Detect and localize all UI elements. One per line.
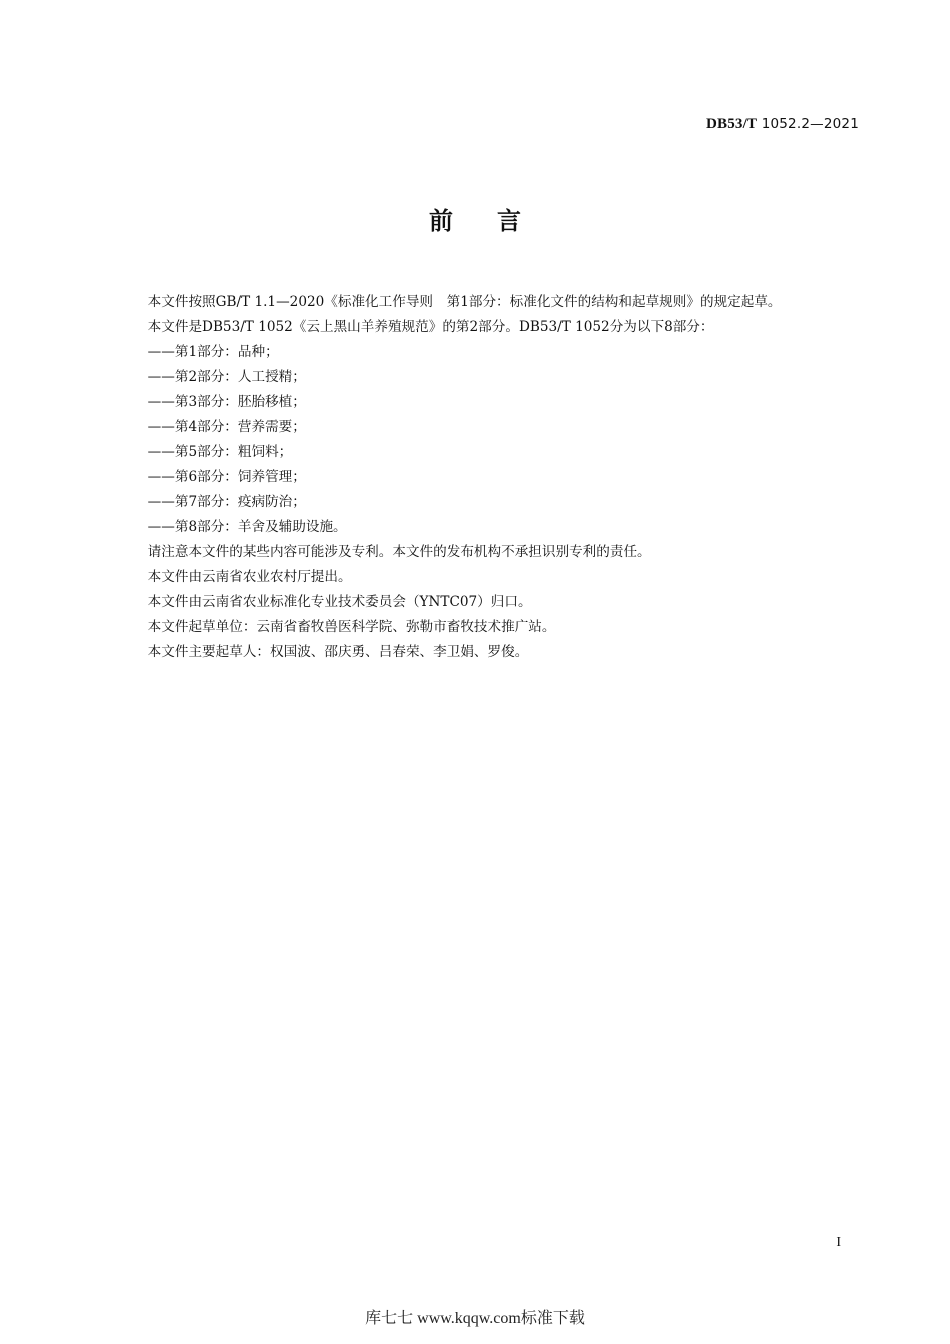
paragraph-centralized-by: 本文件由云南省农业标准化专业技术委员会（YNTC07）归口。 bbox=[147, 594, 532, 610]
foreword-body bbox=[113, 290, 861, 665]
paragraph-series-intro: 本文件是DB53/T 1052《云上黑山羊养殖规范》的第2部分。DB53/T 1052分为以下8部分： bbox=[147, 319, 714, 335]
list-item-part-1: ——第1部分：品种； bbox=[147, 344, 279, 360]
document-code-prefix: DB53/T bbox=[705, 116, 758, 132]
paragraph-drafting-units: 本文件起草单位：云南省畜牧兽医科学院、弥勒市畜牧技术推广站。 bbox=[147, 619, 556, 635]
paragraph-main-drafters: 本文件主要起草人：权国波、邵庆勇、吕春荣、李卫娟、罗俊。 bbox=[147, 644, 529, 660]
list-item-part-3: ——第3部分：胚胎移植； bbox=[147, 394, 306, 410]
paragraph-patent-notice: 请注意本文件的某些内容可能涉及专利。本文件的发布机构不承担识别专利的责任。 bbox=[147, 544, 651, 560]
list-item-part-5: ——第5部分：粗饲料； bbox=[147, 444, 293, 460]
list-item-part-6: ——第6部分：饲养管理； bbox=[147, 469, 306, 485]
page-number: I bbox=[836, 1235, 841, 1250]
list-item-part-4: ——第4部分：营养需要； bbox=[147, 419, 306, 435]
footer-watermark: 库七七 www.kqqw.com标准下载 bbox=[365, 1310, 585, 1327]
paragraph-proposer: 本文件由云南省农业农村厅提出。 bbox=[147, 569, 352, 585]
list-item-part-8: ——第8部分：羊舍及辅助设施。 bbox=[147, 519, 347, 535]
paragraph-drafting-rules: 本文件按照GB/T 1.1—2020《标准化工作导则 第1部分：标准化文件的结构和起草规则》的规定起草。 bbox=[147, 294, 782, 310]
list-item-part-2: ——第2部分：人工授精； bbox=[147, 369, 306, 385]
page-title: 前言 bbox=[429, 207, 565, 235]
document-code-number: 1052.2—2021 bbox=[757, 116, 859, 132]
document-code bbox=[706, 116, 859, 133]
list-item-part-7: ——第7部分：疫病防治； bbox=[147, 494, 306, 510]
